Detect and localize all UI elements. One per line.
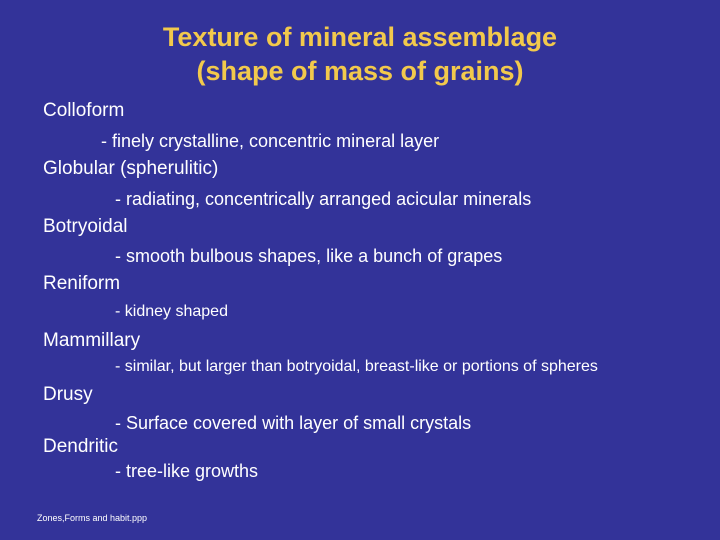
term-colloform: Colloform — [43, 100, 125, 121]
term-reniform: Reniform — [43, 273, 121, 294]
description-botryoidal: - smooth bulbous shapes, like a bunch of grapes — [115, 246, 503, 266]
description-colloform: - finely crystalline, concentric mineral layer — [101, 131, 440, 151]
term-globular: Globular (spherulitic) — [43, 158, 219, 179]
description-mammillary: - similar, but larger than botryoidal, breast-like or portions of spheres — [115, 358, 598, 375]
slide-title — [0, 20, 720, 88]
slide-title-line-2: (shape of mass of grains) — [196, 56, 524, 86]
term-drusy: Drusy — [43, 384, 93, 405]
description-dendritic: - tree-like growths — [115, 461, 259, 481]
description-globular: - radiating, concentrically arranged acicular minerals — [115, 189, 532, 209]
slide-title-line-1: Texture of mineral assemblage — [162, 22, 558, 52]
description-drusy: - Surface covered with layer of small crystals — [115, 413, 472, 433]
term-botryoidal: Botryoidal — [43, 216, 128, 237]
footer-filename: Zones,Forms and habit.ppp — [37, 513, 148, 523]
term-dendritic: Dendritic — [43, 436, 118, 457]
description-reniform: - kidney shaped — [115, 303, 228, 320]
term-mammillary: Mammillary — [43, 330, 141, 351]
